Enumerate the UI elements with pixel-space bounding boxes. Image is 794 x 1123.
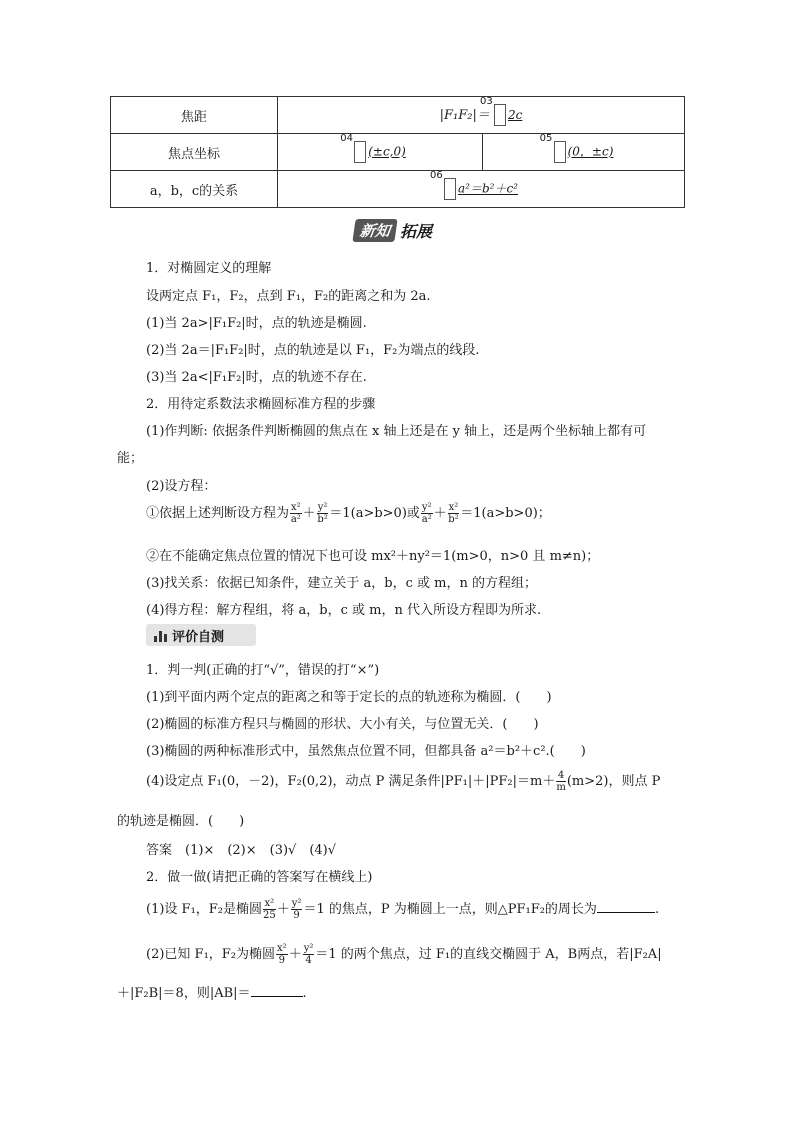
ellipse-properties-table	[110, 96, 685, 208]
question-item: (2)已知 F₁，F₂为椭圆 $\frac{\text{x²}}{9}$ ＋ $\frac{\text{y²}}{4}$ ＝1 的两个焦点，过 F₁的直线交椭圆于 A，B两点，若|F₂A|	[146, 943, 662, 966]
fraction: $\frac{\text{x²}}{\text{b²}}$	[448, 502, 459, 525]
paragraph: (2)设方程：	[146, 479, 217, 494]
question-1: 1．判一判(正确的打“√”，错误的打“×”)	[146, 663, 380, 678]
answer-line	[146, 839, 336, 858]
row-value: |F₁F₂|＝ 03 2c	[278, 97, 685, 134]
answer-blank[interactable]	[597, 900, 655, 913]
paragraph: (3)当 2a<|F₁F₂|时，点的轨迹不存在.	[146, 370, 367, 385]
blank-03: 03	[494, 104, 508, 126]
paragraph: (4)得方程：解方程组，将 a，b，c 或 m，n 代入所设方程即为所求.	[146, 603, 542, 618]
fraction: $\frac{\text{x²}}{\text{a²}}$	[290, 502, 301, 525]
row-label: 焦距	[111, 97, 278, 134]
fraction: $\frac{\text{x²}}{9}$	[277, 943, 287, 966]
section-title: 评价自测	[172, 629, 225, 645]
paragraph: (1)作判断: 依据条件判断椭圆的焦点在 x 轴上还是在 y 轴上，还是两个坐标轴上都有可	[146, 424, 647, 439]
row-value: 05 (0，±c)	[483, 134, 685, 171]
paragraph: 设两定点 F₁，F₂，点到 F₁，F₂的距离之和为 2a.	[146, 289, 431, 304]
fraction: $\frac{\text{y²}}{4}$	[303, 943, 314, 966]
banner-tag: 新知	[352, 219, 397, 242]
row-value: 06 a²＝b²＋c²	[278, 171, 685, 208]
equation-line: ①依据上述判断设方程为 $\frac{\text{x²}}{\text{a²}}$ ＋ $\frac{\text{y²}}{\text{b²}}$ ＝1(a>b>0)或 $\frac{\text{y²}}{\text{a²}}$ ＋ $\frac{\text{x²}}{\text{b²}}$ ＝1(a>b>0)；	[146, 502, 551, 525]
answer-label: 答案	[146, 843, 173, 858]
fraction: $\frac{\text{y²}}{9}$	[291, 898, 302, 921]
blank-05: 05	[554, 141, 568, 163]
fraction: $\frac{\text{y²}}{\text{b²}}$	[317, 502, 328, 525]
question-item: (2)椭圆的标准方程只与椭圆的形状、大小有关，与位置无关．( )	[146, 717, 539, 732]
blank-06: 06	[444, 178, 458, 200]
table-row	[111, 134, 685, 171]
question-item: (3)椭圆的两种标准形式中，虽然焦点位置不同，但都具备 a²＝b²＋c².( )	[146, 744, 586, 759]
paragraph: ②在不能确定焦点位置的情况下也可设 mx²＋ny²＝1(m>0，n>0 且 m≠n)；	[146, 549, 600, 564]
heading-2: 2．用待定系数法求椭圆标准方程的步骤	[146, 397, 376, 412]
fraction: $\frac{4}{m}$	[556, 770, 566, 793]
bar-chart-icon	[154, 628, 168, 642]
paragraph: (3)找关系：依据已知条件，建立关于 a，b，c 或 m，n 的方程组；	[146, 576, 537, 591]
paragraph: 能；	[117, 451, 144, 466]
answer-text: (1)× (2)× (3)√ (4)√	[185, 843, 337, 858]
paragraph: (2)当 2a＝|F₁F₂|时，点的轨迹是以 F₁，F₂为端点的线段.	[146, 343, 480, 358]
question-2: 2．做一做(请把正确的答案写在横线上)	[146, 870, 373, 885]
blank-04: 04	[354, 141, 368, 163]
table-row	[111, 171, 685, 208]
question-item: (1)到平面内两个定点的距离之和等于定长的点的轨迹称为椭圆．( )	[146, 690, 552, 705]
paragraph: (1)当 2a>|F₁F₂|时，点的轨迹是椭圆.	[146, 316, 367, 331]
section-evaluation	[146, 624, 256, 646]
question-item: (4)设定点 F₁(0，－2)，F₂(0,2)，动点 P 满足条件|PF₁|＋|PF₂|＝m＋ $\frac{4}{m}$ (m>2)，则点 P	[146, 770, 661, 793]
heading-1: 1．对椭圆定义的理解	[146, 261, 272, 276]
row-value: 04 (±c,0)	[278, 134, 483, 171]
question-item: 的轨迹是椭圆．( )	[117, 814, 245, 829]
row-label: 焦点坐标	[111, 134, 278, 171]
question-item: (1)设 F₁，F₂是椭圆 $\frac{\text{x²}}{25}$ ＋ $\frac{\text{y²}}{9}$ ＝1 的焦点，P 为椭圆上一点，则△PF₁F₂的周长为 .	[146, 898, 660, 921]
banner-title: 拓展	[400, 221, 433, 241]
fraction: $\frac{\text{y²}}{\text{a²}}$	[421, 502, 432, 525]
answer-blank[interactable]	[251, 984, 303, 997]
section-banner	[354, 218, 432, 242]
row-label: a，b，c的关系	[111, 171, 278, 208]
fraction: $\frac{\text{x²}}{25}$	[263, 898, 276, 921]
question-item: ＋|F₂B|＝8，则|AB|＝ .	[117, 986, 307, 1001]
table-row	[111, 97, 685, 134]
